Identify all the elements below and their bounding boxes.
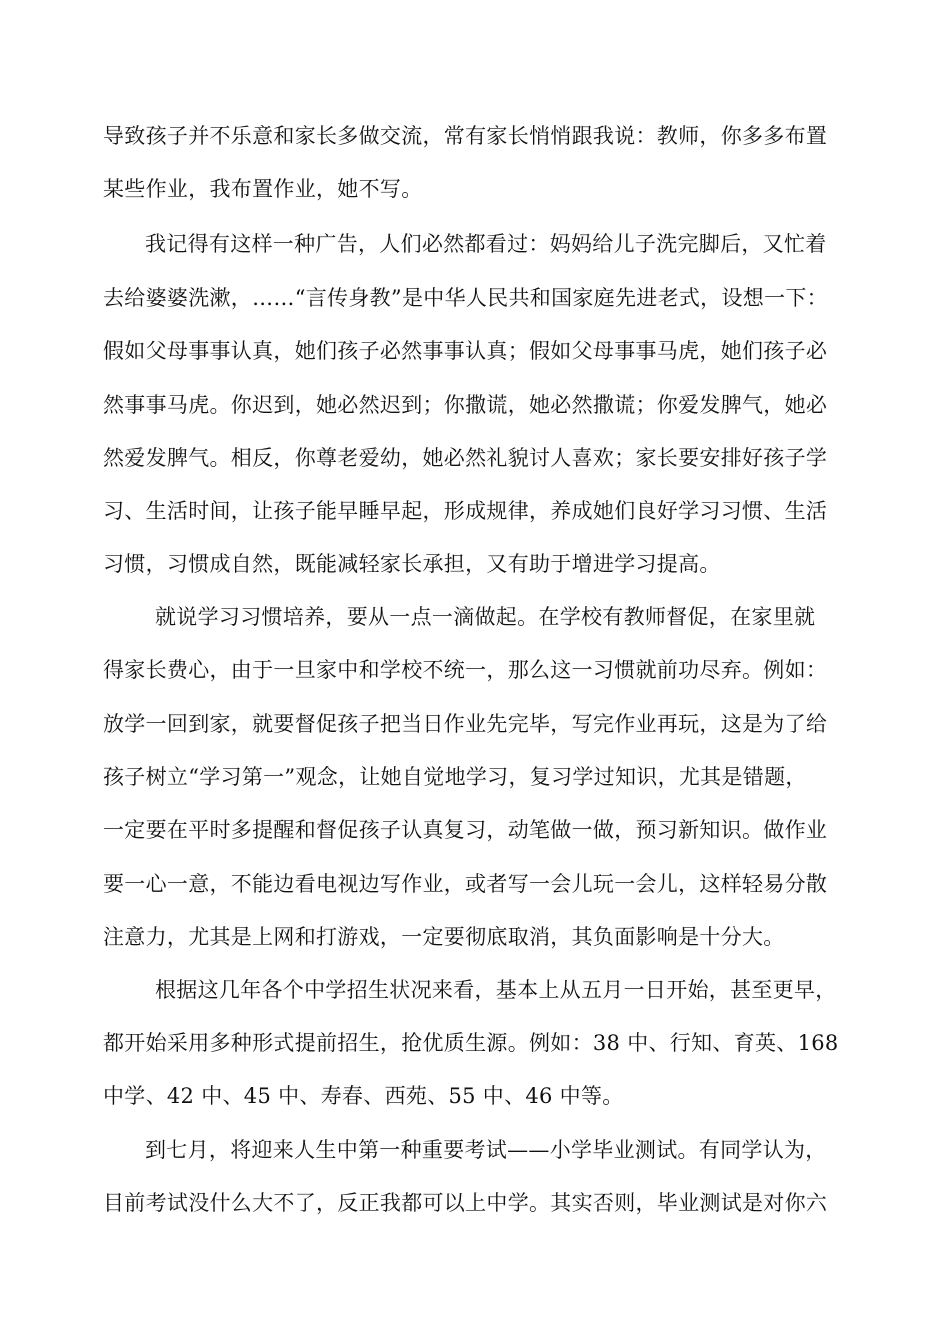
text-line: 就说学习习惯培养，要从一点一滴做起。在学校有教师督促，在家里就 [155,605,816,629]
text-line: 得家长费心，由于一旦家中和学校不统一，那么这一习惯就前功尽弃。例如： [103,658,828,682]
text-line: 假如父母事事认真，她们孩子必然事事认真；假如父母事事马虎，她们孩子必 [103,339,828,363]
text-line: 孩子树立“学习第一”观念，让她自觉地学习，复习学过知识，尤其是错题， [103,765,807,789]
text-line: 根据这几年各个中学招生状况来看，基本上从五月一日开始，甚至更早， [155,978,837,1002]
text-line: 习、生活时间，让孩子能早睡早起，形成规律，养成她们良好学习习惯、生活 [103,499,828,523]
text-line: 要一心一意，不能边看电视边写作业，或者写一会儿玩一会儿，这样轻易分散 [103,872,828,896]
text-line: 中学、42 中、45 中、寿春、西苑、55 中、46 中等。 [103,1084,624,1108]
text-line: 习惯，习惯成自然，既能减轻家长承担，又有助于增进学习提高。 [103,552,721,576]
text-line: 一定要在平时多提醒和督促孩子认真复习，动笔做一做，预习新知识。做作业 [103,818,828,842]
text-line: 目前考试没什么大不了，反正我都可以上中学。其实否则，毕业测试是对你六 [103,1191,828,1215]
text-line: 放学一回到家，就要督促孩子把当日作业先完毕，写完作业再玩，这是为了给 [103,712,828,736]
text-line: 然爱发脾气。相反，你尊老爱幼，她必然礼貌讨人喜欢；家长要安排好孩子学 [103,446,828,470]
text-line: 注意力，尤其是上网和打游戏，一定要彻底取消，其负面影响是十分大。 [103,925,785,949]
text-line: 某些作业，我布置作业，她不写。 [103,177,423,201]
text-line: 都开始采用多种形式提前招生，抢优质生源。例如：38 中、行知、育英、168 [103,1031,839,1055]
text-line: 去给婆婆洗漱，……“言传身教”是中华人民共和国家庭先进老式，设想一下： [103,286,828,310]
text-line: 到七月，将迎来人生中第一种重要考试——小学毕业测试。有同学认为， [145,1138,827,1162]
text-line: 导致孩子并不乐意和家长多做交流，常有家长悄悄跟我说：教师，你多多布置 [103,124,828,148]
text-line: 我记得有这样一种广告，人们必然都看过：妈妈给儿子洗完脚后，又忙着 [145,232,827,256]
text-line: 然事事马虎。你迟到，她必然迟到；你撒谎，她必然撒谎；你爱发脾气，她必 [103,393,828,417]
